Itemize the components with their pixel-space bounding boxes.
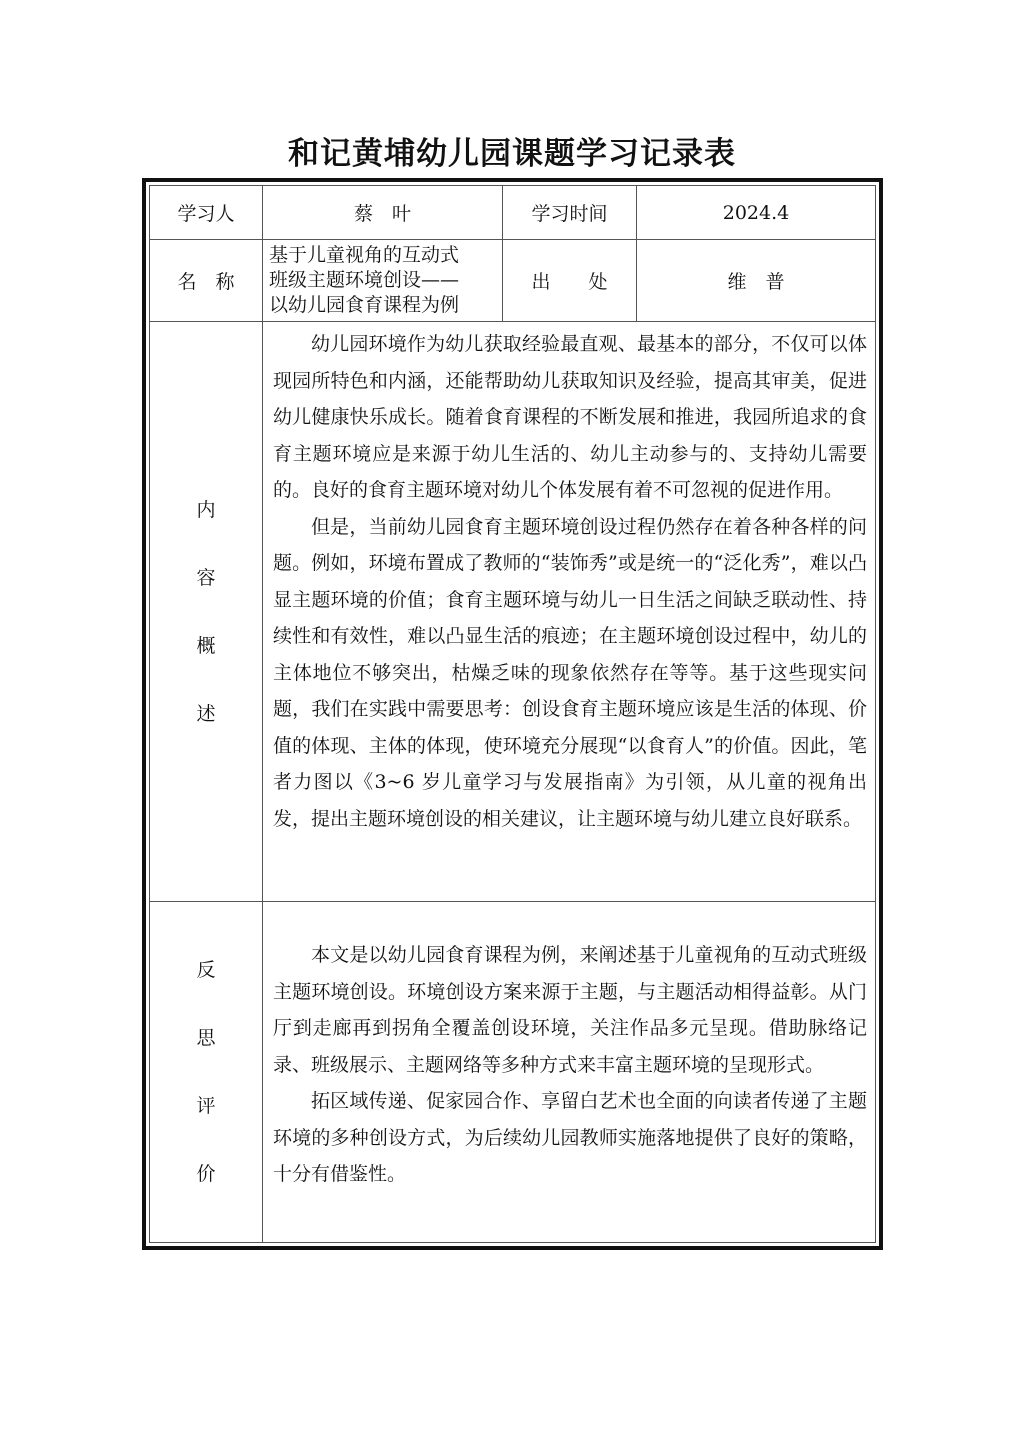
record-table	[149, 185, 876, 1243]
header-row	[150, 186, 876, 240]
summary-label-char: 内	[196, 498, 216, 521]
learner-value: 蔡 叶	[263, 186, 503, 240]
name-line: 以幼儿园食育课程为例	[269, 294, 460, 316]
source-value: 维 普	[637, 240, 876, 322]
summary-row	[150, 322, 876, 902]
record-table-frame	[142, 178, 883, 1250]
name-line: 基于儿童视角的互动式	[269, 244, 460, 266]
summary-label-char: 述	[196, 702, 216, 725]
reflection-label-char: 评	[196, 1095, 216, 1117]
learner-label: 学习人	[150, 186, 263, 240]
study-time-value: 2024.4	[637, 186, 876, 240]
study-time-label: 学习时间	[503, 186, 637, 240]
reflection-label-char: 价	[196, 1163, 216, 1185]
name-line: 班级主题环境创设——	[269, 269, 460, 291]
reflection-row	[150, 902, 876, 1243]
reflection-paragraph: 本文是以幼儿园食育课程为例，来阐述基于儿童视角的互动式班级主题环境创设。环境创设方案来源于主题，与主题活动相得益彰。从门厅到走廊再到拐角全覆盖创设环境，关注作品多元呈现。借助脉络记录、班级展示、主题网络等多种方式来丰富主题环境的呈现形式。	[273, 944, 867, 1076]
summary-label	[150, 322, 263, 902]
summary-label-char: 概	[196, 634, 216, 657]
reflection-label-char: 反	[196, 959, 216, 981]
reflection-content	[263, 902, 876, 1243]
name-label: 名 称	[150, 240, 263, 322]
reflection-label-char: 思	[196, 1027, 216, 1049]
source-label: 出 处	[503, 240, 637, 322]
summary-content	[263, 322, 876, 902]
summary-label-char: 容	[196, 566, 216, 589]
name-row	[150, 240, 876, 322]
reflection-label	[150, 902, 263, 1243]
reflection-paragraph: 拓区域传递、促家园合作、享留白艺术也全面的向读者传递了主题环境的多种创设方式，为后续幼儿园教师实施落地提供了良好的策略，十分有借鉴性。	[273, 1090, 867, 1186]
document-title: 和记黄埔幼儿园课题学习记录表	[288, 136, 736, 172]
summary-paragraph: 但是，当前幼儿园食育主题环境创设过程仍然存在着各种各样的问题。例如，环境布置成了教师的“装饰秀”或是统一的“泛化秀”，难以凸显主题环境的价值；食育主题环境与幼儿一日生活之间缺乏联动性、持续性和有效性，难以凸显生活的痕迹；在主题环境创设过程中，幼儿的主体地位不够突出，枯燥乏味的现象依然存在等等。基于这些现实问题，我们在实践中需要思考：创设食育主题环境应该是生活的体现、价值的体现、主体的体现，使环境充分展现“以食育人”的价值。因此，笔者力图以《3~6 岁儿童学习与发展指南》为引领，从儿童的视角出发，提出主题环境创设的相关建议，让主题环境与幼儿建立良好联系。	[273, 515, 867, 830]
name-value	[263, 240, 503, 322]
summary-paragraph: 幼儿园环境作为幼儿获取经验最直观、最基本的部分，不仅可以体现园所特色和内涵，还能帮助幼儿获取知识及经验，提高其审美，促进幼儿健康快乐成长。随着食育课程的不断发展和推进，我园所追求的食育主题环境应是来源于幼儿生活的、幼儿主动参与的、支持幼儿需要的。良好的食育主题环境对幼儿个体发展有着不可忽视的促进作用。	[273, 333, 867, 501]
